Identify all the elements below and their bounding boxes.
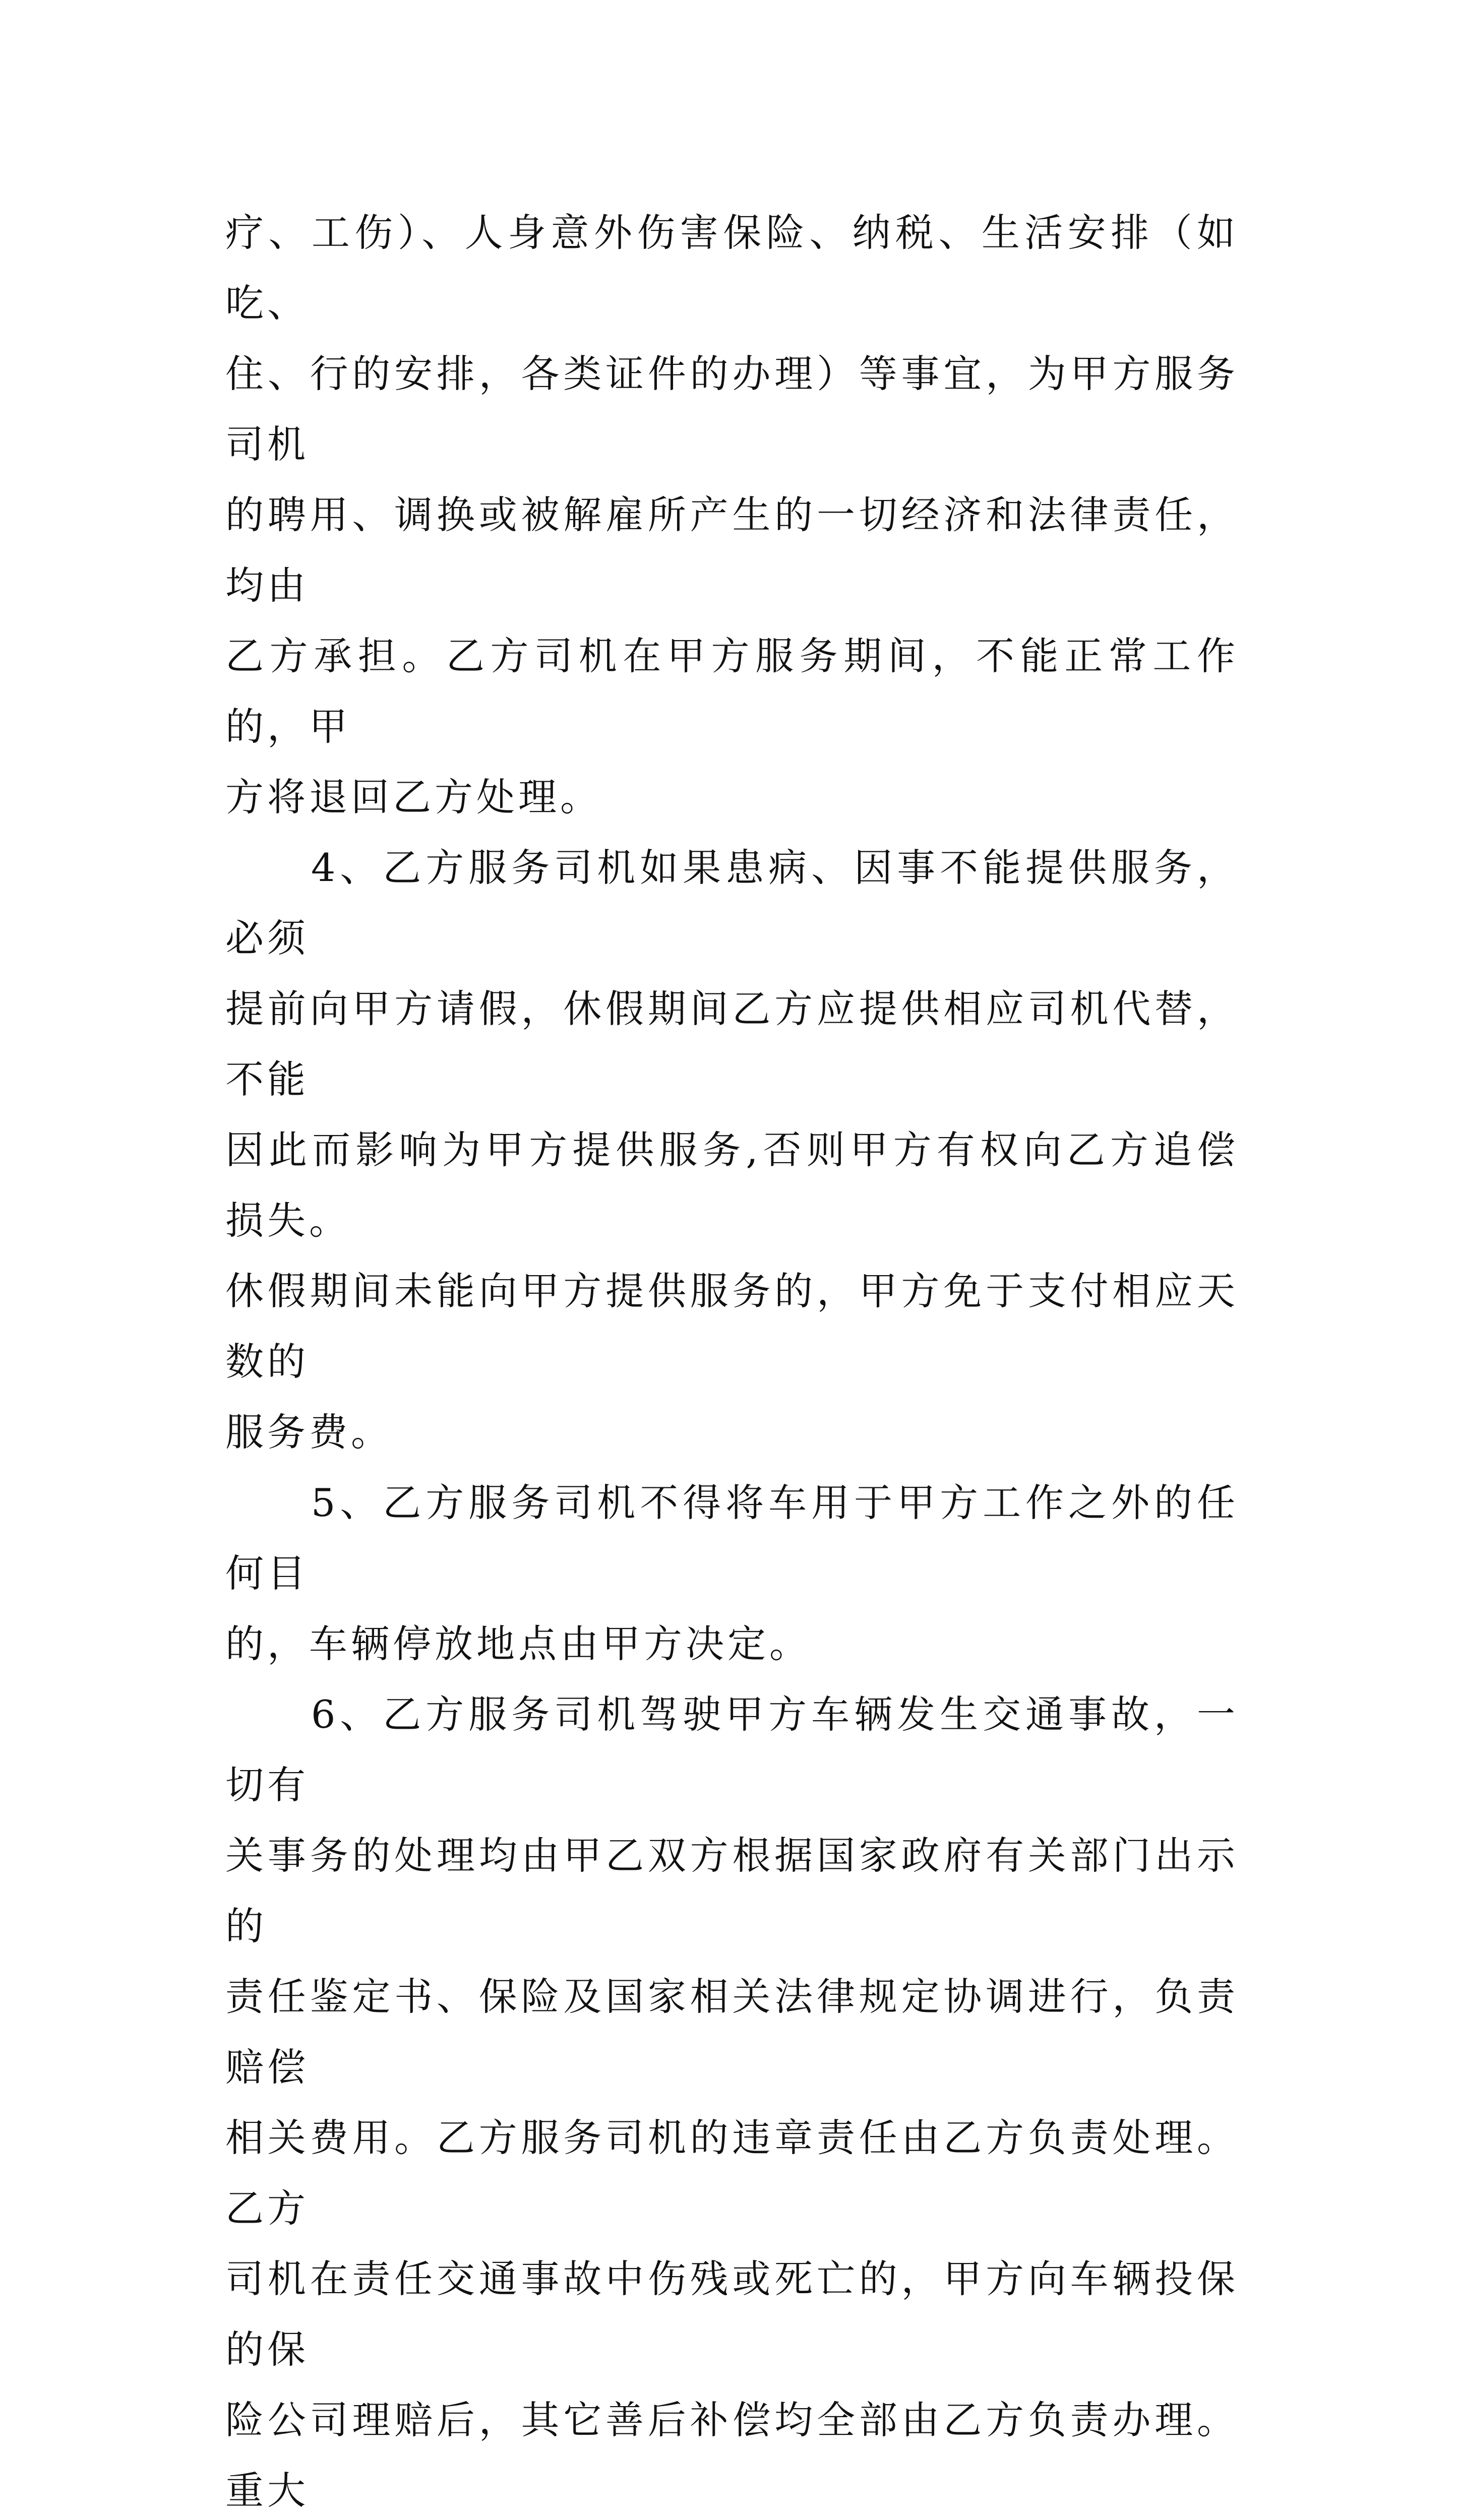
paragraph-clause-4: 4、乙方服务司机如果患病、因事不能提供服务，必须 提前向甲方请假，休假期间乙方应提供相应司机代替，不能 因此而影响为甲方提供服务,否则甲方有权向乙方追偿损失。 休假期间未能向甲方提供服务的，甲方免于支付相应天数的 服务费。: [225, 845, 1239, 1455]
paragraph-clause-6: 6、乙方服务司机驾驶甲方车辆发生交通事故，一切有 关事务的处理均由甲乙双方根据国家政府有关部门出示的 责任鉴定书、保险及国家相关法律规定协调进行，负责赔偿 相关费用。乙方服务司机的违章责任由乙方负责处理。乙方 司机在责任交通事故中伤残或死亡的，甲方向车辆投保的保 险公司理赔后，其它善后补偿均全部由乙方负责办理。重大: [225, 1692, 1239, 2513]
paragraph-continuation: 疗、工伤）、人身意外伤害保险、纳税、生活安排（如吃、 住、行的安排，各类证件的办理）等事宜，为甲方服务司机 的聘用、调换或被解雇所产生的一切经济和法律责任，均由 乙方承担。乙方司机在甲方服务期间，不能正常工作的，甲 方将退回乙方处理。: [225, 210, 1239, 820]
document-body: [225, 198, 1239, 2520]
paragraph-clause-5: 5、乙方服务司机不得将车用于甲方工作之外的任何目 的，车辆停放地点由甲方决定。: [225, 1480, 1239, 1666]
